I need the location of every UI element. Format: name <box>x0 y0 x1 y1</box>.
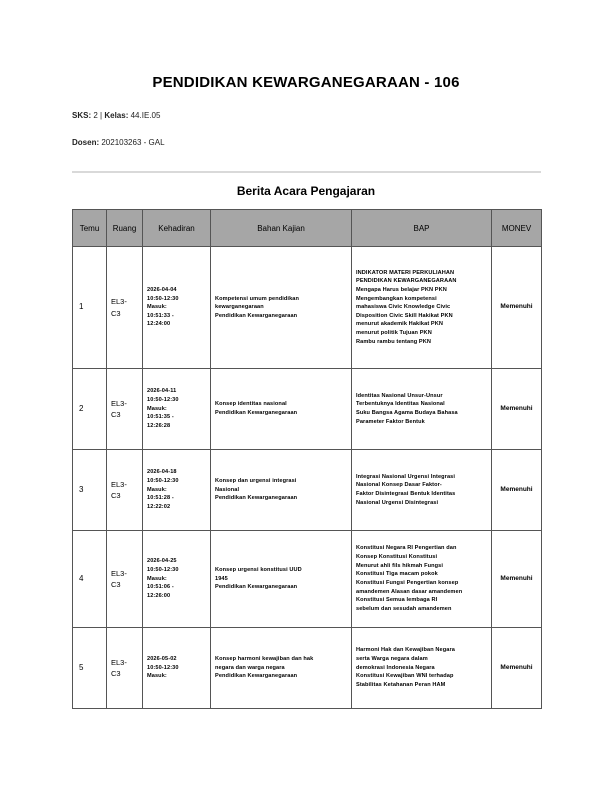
table-row <box>73 247 542 369</box>
section-title: Berita Acara Pengajaran <box>236 184 376 198</box>
bap-line: Suku Bangsa Agama Budaya Bahasa <box>356 410 458 416</box>
attendance-line: 12:22:02 <box>147 503 171 510</box>
cell-ruang <box>107 369 143 450</box>
kelas-value: 44.IE.05 <box>130 111 161 120</box>
bap-line: menurut politik Tujuan PKN <box>356 330 432 337</box>
cell-ruang <box>107 450 143 531</box>
room-line: EL3- <box>111 568 127 578</box>
bap-line: Konstitusi Fungsi Pengertian konsep <box>356 580 459 586</box>
bap-line: menurut akademik Hakikat PKN <box>356 321 444 328</box>
room-line: C3 <box>111 308 121 318</box>
bap-line: Konstitusi Kewajiban WNI terhadap <box>356 673 454 680</box>
attendance-line: 2026-04-11 <box>147 388 177 395</box>
dosen-label: Dosen: <box>72 138 100 147</box>
topic-line: Konsep harmoni kewajiban dan hak <box>215 656 314 663</box>
cell-kehadiran <box>143 369 211 450</box>
room-line: EL3- <box>111 657 127 667</box>
bap-line: Konstitusi Negara RI Pengertian dan <box>356 545 457 552</box>
bap-line: Integrasi Nasional Urgensi Integrasi <box>356 473 456 480</box>
topic-line: kewarganegaraan <box>215 304 264 311</box>
cell-bap <box>352 369 492 450</box>
cell-bap <box>352 531 492 628</box>
dosen-value: 202103263 - GAL <box>101 138 165 147</box>
bap-line: Parameter Faktor Bentuk <box>356 418 425 425</box>
attendance-line: 2026-04-04 <box>147 286 177 293</box>
topic-line: negara dan warga negara <box>215 664 285 671</box>
header-kehadiran: Kehadiran <box>143 210 211 247</box>
topic-line: Pendidikan Kewarganegaraan <box>215 312 298 319</box>
lecturer-meta <box>72 138 165 147</box>
bap-line: demokrasi Indonesia Negara <box>356 664 435 671</box>
cell-bap <box>352 628 492 709</box>
bap-line: Disposition Civic Skill Hakikat PKN <box>356 312 453 319</box>
divider <box>72 171 541 173</box>
bap-line: serta Warga negara dalam <box>356 656 428 663</box>
header-ruang: Ruang <box>107 210 143 247</box>
attendance-line: Masuk: <box>147 575 167 582</box>
table-row <box>73 628 542 709</box>
attendance-line: 10:51:35 - <box>147 414 174 421</box>
bap-line: Terbentuknya Identitas Nasional <box>356 401 445 408</box>
room-line: C3 <box>111 669 121 678</box>
topic-line: Nasional <box>215 486 240 493</box>
bap-line: Faktor Disintegrasi Bentuk Identitas <box>356 491 456 497</box>
attendance-line: 2026-04-25 <box>147 558 177 565</box>
cell-bahan-kajian <box>211 450 352 531</box>
attendance-line: 10:51:06 - <box>147 584 174 591</box>
attendance-line: 12:24:00 <box>147 321 171 328</box>
attendance-line: Masuk: <box>147 405 167 412</box>
attendance-line: 12:26:28 <box>147 422 171 429</box>
cell-monev: Memenuhi <box>492 247 542 369</box>
cell-ruang <box>107 531 143 628</box>
topic-line: 1945 <box>215 575 228 582</box>
cell-monev: Memenuhi <box>492 628 542 709</box>
cell-kehadiran <box>143 247 211 369</box>
cell-bap <box>352 247 492 369</box>
bap-line: Konsep Konstitusi Konstitusi <box>356 554 438 561</box>
room-line: EL3- <box>111 398 127 408</box>
bap-line: amandemen Alasan dasar amandemen <box>356 588 463 595</box>
bap-line: Nasional Urgensi Disintegrasi <box>356 499 439 506</box>
header-temu: Temu <box>73 210 107 247</box>
bap-line: Stabilitas Ketahanan Peran HAM <box>356 681 446 688</box>
bap-line: sebelum dan sesudah amandemen <box>356 605 452 612</box>
table-row <box>73 450 542 531</box>
topic-line: Pendidikan Kewarganegaraan <box>215 495 298 502</box>
topic-line: Kompetensi umum pendidikan <box>215 295 300 302</box>
room-line: C3 <box>111 410 121 419</box>
cell-temu: 1 <box>73 247 107 369</box>
table-header-row <box>73 210 542 247</box>
cell-ruang <box>107 628 143 709</box>
bap-line: Mengembangkan kompetensi <box>356 295 437 302</box>
header-bahan-kajian: Bahan Kajian <box>211 210 352 247</box>
room-line: EL3- <box>111 479 127 489</box>
cell-temu: 5 <box>73 628 107 709</box>
cell-temu: 2 <box>73 369 107 450</box>
kelas-label: Kelas: <box>104 111 129 120</box>
cell-temu: 3 <box>73 450 107 531</box>
cell-ruang <box>107 247 143 369</box>
bap-line: mahasiswa Civic Knowledge Civic <box>356 304 451 311</box>
attendance-line: 2026-04-18 <box>147 469 177 476</box>
document-title: PENDIDIKAN KEWARGANEGARAAN - 106 <box>152 74 460 91</box>
cell-bahan-kajian <box>211 247 352 369</box>
bap-line: INDIKATOR MATERI PERKULIAHAN <box>356 269 455 276</box>
bap-line: Nasional Konsep Dasar Faktor- <box>356 482 442 489</box>
header-bap: BAP <box>352 210 492 247</box>
room-line: C3 <box>111 580 121 589</box>
course-meta <box>72 111 160 120</box>
attendance-line: 10:51:33 - <box>147 312 174 319</box>
cell-bap <box>352 450 492 531</box>
teaching-log-table <box>72 209 542 709</box>
attendance-line: 10:50-12:30 <box>147 397 179 404</box>
attendance-line: 10:50-12:30 <box>147 664 179 671</box>
topic-line: Pendidikan Kewarganegaraan <box>215 584 298 591</box>
topic-line: Konsep dan urgensi integrasi <box>215 478 297 485</box>
cell-bahan-kajian <box>211 531 352 628</box>
topic-line: Pendidikan Kewarganegaraan <box>215 673 298 680</box>
room-line: EL3- <box>111 297 127 307</box>
bap-line: Rambu rambu tentang PKN <box>356 338 432 345</box>
sks-label: SKS: <box>72 111 92 120</box>
attendance-line: 10:50-12:30 <box>147 478 179 485</box>
cell-kehadiran <box>143 628 211 709</box>
cell-kehadiran <box>143 450 211 531</box>
topic-line: Konsep identitas nasional <box>215 401 287 408</box>
bap-line: Identitas Nasional Unsur-Unsur <box>356 392 443 399</box>
topic-line: Konsep urgensi konstitusi UUD <box>215 567 302 574</box>
cell-monev: Memenuhi <box>492 369 542 450</box>
attendance-line: Masuk: <box>147 486 167 493</box>
sks-value: 2 <box>93 111 98 120</box>
header-monev: MONEV <box>492 210 542 247</box>
room-line: C3 <box>111 491 121 500</box>
bap-line: Harmoni Hak dan Kewajiban Negara <box>356 647 455 654</box>
attendance-line: 10:50-12:30 <box>147 295 179 302</box>
bap-line: Menurut ahli fils hikmah Fungsi <box>356 562 444 569</box>
cell-temu: 4 <box>73 531 107 628</box>
bap-line: Konstitusi Tiga macam pokok <box>356 571 438 578</box>
attendance-line: 2026-05-02 <box>147 656 177 663</box>
cell-kehadiran <box>143 531 211 628</box>
attendance-line: 10:51:28 - <box>147 495 174 502</box>
attendance-line: Masuk: <box>147 304 167 311</box>
table-row <box>73 369 542 450</box>
cell-bahan-kajian <box>211 369 352 450</box>
attendance-line: 12:26:00 <box>147 592 171 599</box>
meta-separator: | <box>100 111 103 120</box>
bap-line: Mengapa Harus belajar PKN PKN <box>356 286 447 293</box>
cell-monev: Memenuhi <box>492 531 542 628</box>
topic-line: Pendidikan Kewarganegaraan <box>215 410 298 416</box>
bap-line: PENDIDIKAN KEWARGANEGARAAN <box>356 278 457 285</box>
cell-bahan-kajian <box>211 628 352 709</box>
table-row <box>73 531 542 628</box>
attendance-line: 10:50-12:30 <box>147 567 179 574</box>
bap-line: Konstitusi Semua lembaga RI <box>356 597 438 604</box>
cell-monev: Memenuhi <box>492 450 542 531</box>
attendance-line: Masuk: <box>147 673 167 680</box>
